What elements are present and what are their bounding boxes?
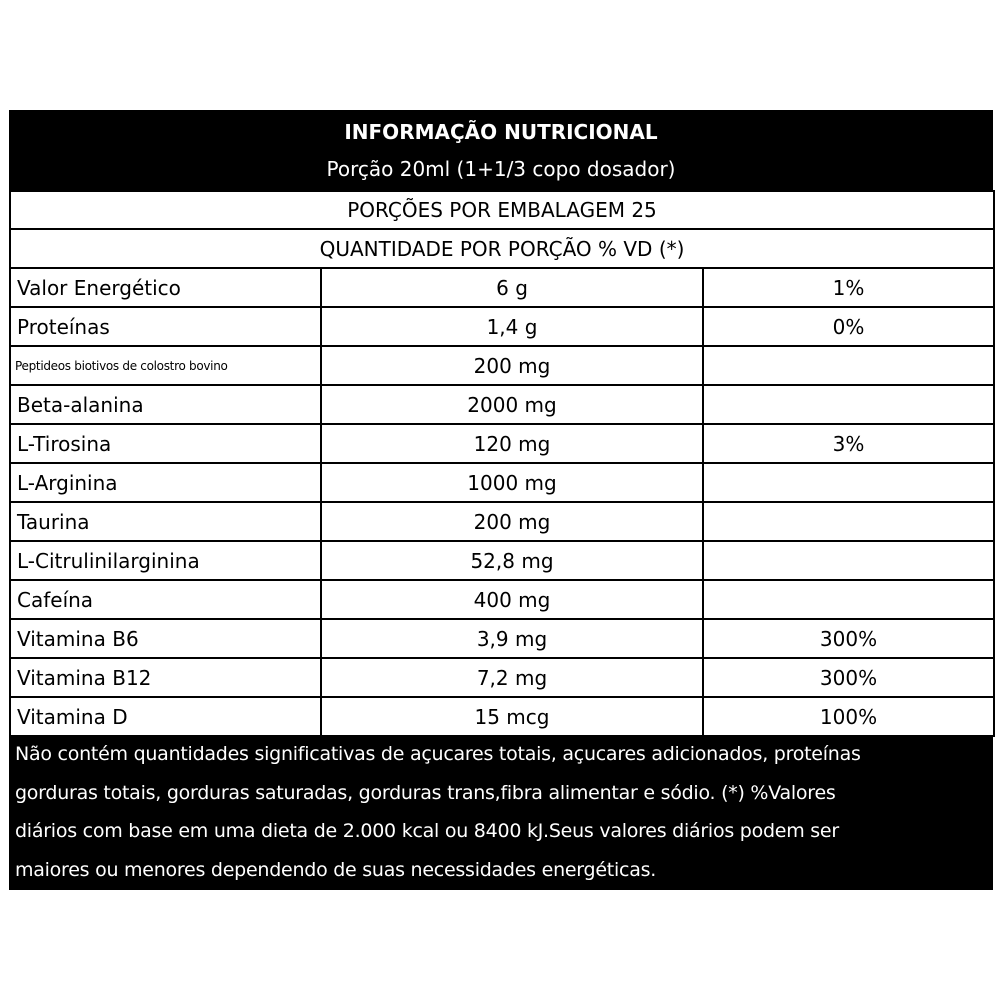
nutrient-name: Proteínas: [10, 307, 321, 346]
footnote-line: maiores ou menores dependendo de suas necessidades energéticas.: [15, 858, 657, 881]
nutrient-dv: [703, 502, 994, 541]
nutrient-amount: 200 mg: [321, 502, 703, 541]
nutrient-dv: 100%: [703, 697, 994, 736]
nutrient-name: L-Arginina: [10, 463, 321, 502]
servings-per-package: PORÇÕES POR EMBALAGEM 25: [10, 191, 994, 229]
nutrient-amount: 15 mcg: [321, 697, 703, 736]
amount-per-serving-header: QUANTIDADE POR PORÇÃO % VD (*): [10, 229, 994, 268]
nutrient-name: Vitamina B12: [10, 658, 321, 697]
table-row: [10, 619, 994, 658]
table-row: [10, 658, 994, 697]
footnote-line: diários com base em uma dieta de 2.000 kcal ou 8400 kJ.Seus valores diários podem ser: [15, 820, 839, 842]
portion-size: Porção 20ml (1+1/3 copo dosador): [326, 157, 676, 181]
nutrient-amount: 400 mg: [321, 580, 703, 619]
nutrient-amount: 3,9 mg: [321, 619, 703, 658]
nutrient-dv: [703, 463, 994, 502]
table-row: [10, 502, 994, 541]
nutrient-name: Peptideos biotivos de colostro bovino: [10, 346, 321, 385]
nutrient-dv: [703, 541, 994, 580]
nutrient-dv: 300%: [703, 658, 994, 697]
nutrient-name: Cafeína: [10, 580, 321, 619]
footnote-line: Não contém quantidades significativas de açucares totais, açucares adicionados, proteínas: [15, 743, 861, 765]
table-row: [10, 268, 994, 307]
nutrient-dv: [703, 580, 994, 619]
nutrient-amount: 2000 mg: [321, 385, 703, 424]
nutrient-name: Taurina: [10, 502, 321, 541]
nutrient-dv: 3%: [703, 424, 994, 463]
label-header: [9, 110, 993, 190]
footnote: [9, 735, 993, 890]
table-row: [10, 580, 994, 619]
nutrient-dv: 0%: [703, 307, 994, 346]
nutrient-name: L-Citrulinilarginina: [10, 541, 321, 580]
nutrient-dv: 300%: [703, 619, 994, 658]
table-row: [10, 541, 994, 580]
table-row: [10, 385, 994, 424]
nutrient-dv: 1%: [703, 268, 994, 307]
nutrient-name: Valor Energético: [10, 268, 321, 307]
nutrient-amount: 120 mg: [321, 424, 703, 463]
nutrient-dv: [703, 346, 994, 385]
nutrient-name: Beta-alanina: [10, 385, 321, 424]
table-row: [10, 307, 994, 346]
nutrition-table: [9, 190, 995, 737]
table-row: [10, 463, 994, 502]
nutrient-name: L-Tirosina: [10, 424, 321, 463]
nutrient-dv: [703, 385, 994, 424]
nutrient-amount: 1,4 g: [321, 307, 703, 346]
footnote-line: gorduras totais, gorduras saturadas, gorduras trans,fibra alimentar e sódio. (*) %Valores: [15, 781, 836, 804]
table-row: [10, 697, 994, 736]
label-title: INFORMAÇÃO NUTRICIONAL: [344, 120, 658, 144]
table-row: [10, 424, 994, 463]
servings-row: [10, 191, 994, 229]
nutrient-amount: 7,2 mg: [321, 658, 703, 697]
nutrient-amount: 6 g: [321, 268, 703, 307]
nutrient-name: Vitamina B6: [10, 619, 321, 658]
nutrient-amount: 200 mg: [321, 346, 703, 385]
nutrient-amount: 1000 mg: [321, 463, 703, 502]
nutrient-amount: 52,8 mg: [321, 541, 703, 580]
nutrient-name: Vitamina D: [10, 697, 321, 736]
table-row: [10, 346, 994, 385]
amount-header-row: [10, 229, 994, 268]
